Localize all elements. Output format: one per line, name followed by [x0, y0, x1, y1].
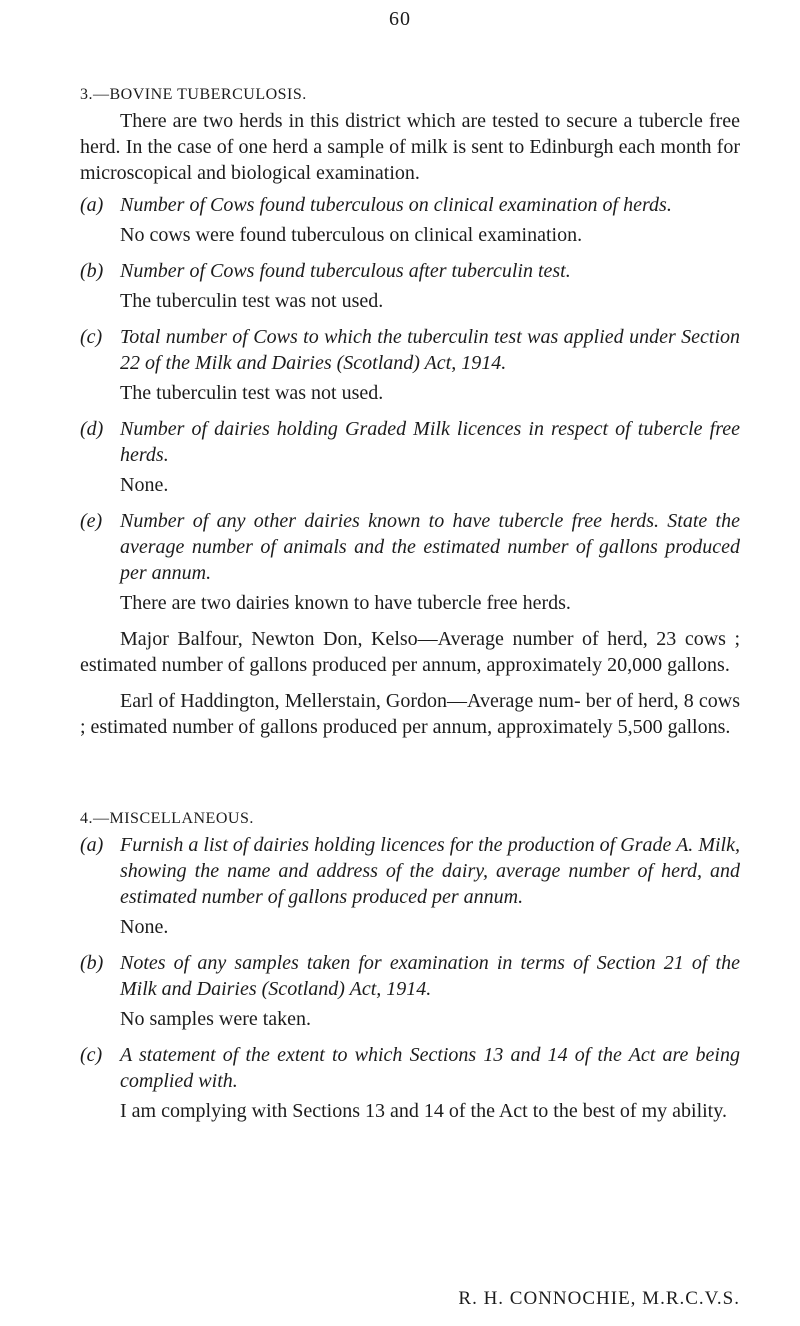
item-label: (c)	[80, 1044, 103, 1066]
list-item	[80, 950, 740, 1032]
answer-text: I am complying with Sections 13 and 14 of the Act to the best of my ability.	[120, 1100, 727, 1122]
item-label: (d)	[80, 418, 104, 440]
answer-text: Earl of Haddington, Mellerstain, Gordon—Average num- ber of herd, 8 cows ; estimated number of gallons produced per annum, approximately 5,500 gallons.	[80, 690, 740, 738]
item-question: A statement of the extent to which Sections 13 and 14 of the Act are being complied with.	[120, 1044, 740, 1092]
list-item	[80, 324, 740, 406]
section-heading: 3.—BOVINE TUBERCULOSIS.	[80, 86, 307, 103]
item-answer	[120, 1006, 740, 1032]
item-question: Number of any other dairies known to have tubercle free herds. State the average number of animals and the estimated number of gallons produced per annum.	[120, 510, 740, 584]
section-miscellaneous	[80, 810, 740, 1134]
item-question: Number of Cows found tuberculous after tuberculin test.	[120, 260, 571, 282]
section-heading: 4.—MISCELLANEOUS.	[80, 810, 254, 827]
list-item	[80, 1042, 740, 1124]
answer-text: The tuberculin test was not used.	[120, 290, 384, 312]
item-answer	[120, 380, 740, 406]
answer-text: None.	[120, 916, 169, 938]
list-item	[80, 258, 740, 314]
section-bovine-tuberculosis	[80, 86, 740, 750]
signature: R. H. CONNOCHIE, M.R.C.V.S.	[458, 1288, 740, 1309]
item-answer	[80, 590, 740, 740]
item-question: Notes of any samples taken for examination in terms of Section 21 of the Milk and Dairies (Scotland) Act, 1914.	[120, 952, 740, 1000]
item-label: (a)	[80, 194, 104, 216]
answer-text: No cows were found tuberculous on clinical examination.	[120, 224, 583, 246]
answer-text: No samples were taken.	[120, 1008, 312, 1030]
item-answer	[120, 472, 740, 498]
intro-paragraph: There are two herds in this district which are tested to secure a tubercle free herd. In the case of one herd a sample of milk is sent to Edinburgh each month for microscopical and biological examination.	[80, 110, 740, 184]
item-label: (b)	[80, 952, 104, 974]
list-item	[80, 192, 740, 248]
list-item	[80, 832, 740, 940]
page-number: 60	[389, 8, 411, 30]
answer-text: There are two dairies known to have tubercle free herds.	[120, 592, 571, 614]
item-answer	[120, 288, 740, 314]
answer-text: Major Balfour, Newton Don, Kelso—Average number of herd, 23 cows ; estimated number of gallons produced per annum, approximately 20,000 gallons.	[80, 628, 740, 676]
list-item	[80, 508, 740, 740]
item-answer	[120, 222, 740, 248]
item-answer	[120, 1098, 740, 1124]
item-label: (b)	[80, 260, 104, 282]
item-question: Furnish a list of dairies holding licences for the production of Grade A. Milk, showing the name and address of the dairy, average number of herd, and estimated number of gallons produced per annum.	[120, 834, 740, 908]
item-question: Number of Cows found tuberculous on clinical examination of herds.	[120, 194, 672, 216]
item-label: (c)	[80, 326, 103, 348]
answer-text: The tuberculin test was not used.	[120, 382, 384, 404]
list-item	[80, 416, 740, 498]
answer-text: None.	[120, 474, 169, 496]
item-label: (a)	[80, 834, 104, 856]
item-question: Total number of Cows to which the tuberculin test was applied under Section 22 of the Milk and Dairies (Scotland) Act, 1914.	[120, 326, 740, 374]
item-answer	[120, 914, 740, 940]
item-question: Number of dairies holding Graded Milk licences in respect of tubercle free herds.	[120, 418, 740, 466]
item-label: (e)	[80, 510, 103, 532]
